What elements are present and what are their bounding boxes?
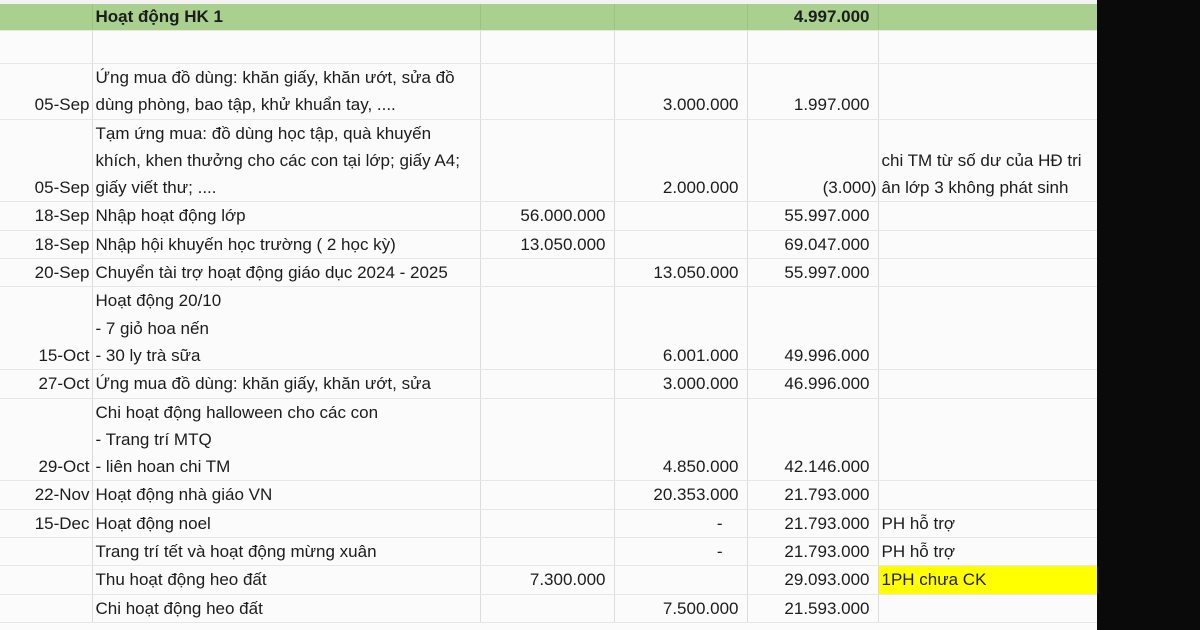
income-cell[interactable]	[480, 481, 614, 509]
expense-cell[interactable]: 20.353.000	[614, 481, 747, 509]
note-cell[interactable]: 1PH chưa CK	[878, 566, 1097, 594]
date-cell[interactable]	[0, 594, 92, 622]
table-row	[0, 119, 1097, 202]
income-cell[interactable]	[480, 538, 614, 566]
description-cell[interactable]: Thu hoạt động heo đất	[92, 566, 480, 594]
date-cell[interactable]: 18-Sep	[0, 230, 92, 258]
income-cell[interactable]	[480, 259, 614, 287]
description-cell[interactable]: Chi hoạt động halloween cho các con - Trang trí MTQ - liên hoan chi TM	[92, 398, 480, 481]
table-row	[0, 230, 1097, 258]
date-cell[interactable]: 22-Nov	[0, 481, 92, 509]
expense-cell[interactable]: -	[614, 509, 747, 537]
section-header-row	[0, 4, 1097, 31]
balance-cell[interactable]: 21.593.000	[747, 594, 878, 622]
description-cell[interactable]: Chuyển tài trợ hoạt động giáo dục 2024 - 2025	[92, 259, 480, 287]
header-date-cell[interactable]	[0, 4, 92, 31]
dark-side-panel	[1097, 0, 1200, 630]
expense-cell[interactable]	[614, 230, 747, 258]
blank-cell[interactable]	[614, 31, 747, 64]
table-row	[0, 509, 1097, 537]
description-cell[interactable]: Nhập hội khuyến học trường ( 2 học kỳ)	[92, 230, 480, 258]
expense-cell[interactable]: 3.000.000	[614, 64, 747, 120]
header-expense-cell[interactable]	[614, 4, 747, 31]
income-cell[interactable]	[480, 370, 614, 398]
balance-cell[interactable]: 42.146.000	[747, 398, 878, 481]
expense-cell[interactable]: -	[614, 538, 747, 566]
income-cell[interactable]	[480, 287, 614, 370]
balance-cell[interactable]: 49.996.000	[747, 287, 878, 370]
blank-cell[interactable]	[747, 31, 878, 64]
blank-cell[interactable]	[0, 31, 92, 64]
header-income-cell[interactable]	[480, 4, 614, 31]
note-cell[interactable]: PH hỗ trợ	[878, 509, 1097, 537]
table-row	[0, 287, 1097, 370]
note-cell[interactable]	[878, 287, 1097, 370]
expense-cell[interactable]: 4.850.000	[614, 398, 747, 481]
note-cell[interactable]	[878, 594, 1097, 622]
expense-cell[interactable]: 6.001.000	[614, 287, 747, 370]
opening-balance[interactable]: 4.997.000	[747, 4, 878, 31]
note-cell[interactable]	[878, 481, 1097, 509]
balance-cell[interactable]: 1.997.000	[747, 64, 878, 120]
table-row	[0, 538, 1097, 566]
section-title[interactable]: Hoạt động HK 1	[92, 4, 480, 31]
income-cell[interactable]: 13.050.000	[480, 230, 614, 258]
table-row	[0, 259, 1097, 287]
description-cell[interactable]: Ứng mua đồ dùng: khăn giấy, khăn ướt, sửa	[92, 370, 480, 398]
description-cell[interactable]: Ứng mua đồ dùng: khăn giấy, khăn ướt, sửa đồ dùng phòng, bao tập, khử khuẩn tay, ....	[92, 64, 480, 120]
note-cell[interactable]	[878, 398, 1097, 481]
description-cell[interactable]: Nhập hoạt động lớp	[92, 202, 480, 230]
header-note-cell[interactable]	[878, 4, 1097, 31]
table-row	[0, 398, 1097, 481]
blank-row	[0, 31, 1097, 64]
description-cell[interactable]: Chi hoạt động heo đất	[92, 594, 480, 622]
income-cell[interactable]	[480, 398, 614, 481]
ledger-table	[0, 4, 1098, 623]
balance-cell[interactable]: 21.793.000	[747, 509, 878, 537]
blank-cell[interactable]	[878, 31, 1097, 64]
note-cell[interactable]	[878, 64, 1097, 120]
date-cell[interactable]: 29-Oct	[0, 398, 92, 481]
balance-cell[interactable]: 21.793.000	[747, 538, 878, 566]
description-cell[interactable]: Hoạt động nhà giáo VN	[92, 481, 480, 509]
note-cell[interactable]: chi TM từ số dư của HĐ tri ân lớp 3 không phát sinh	[878, 119, 1097, 202]
description-cell[interactable]: Hoạt động 20/10 - 7 giỏ hoa nến - 30 ly trà sữa	[92, 287, 480, 370]
date-cell[interactable]: 05-Sep	[0, 64, 92, 120]
table-row	[0, 566, 1097, 594]
balance-cell[interactable]: 55.997.000	[747, 259, 878, 287]
note-cell[interactable]: PH hỗ trợ	[878, 538, 1097, 566]
balance-cell[interactable]: 21.793.000	[747, 481, 878, 509]
income-cell[interactable]: 56.000.000	[480, 202, 614, 230]
balance-cell[interactable]: 29.093.000	[747, 566, 878, 594]
income-cell[interactable]	[480, 509, 614, 537]
income-cell[interactable]	[480, 594, 614, 622]
blank-cell[interactable]	[480, 31, 614, 64]
expense-cell[interactable]: 2.000.000	[614, 119, 747, 202]
table-row	[0, 594, 1097, 622]
date-cell[interactable]: 27-Oct	[0, 370, 92, 398]
balance-cell[interactable]: (3.000)	[747, 119, 878, 202]
note-cell[interactable]	[878, 202, 1097, 230]
date-cell[interactable]: 20-Sep	[0, 259, 92, 287]
table-row	[0, 481, 1097, 509]
description-cell[interactable]: Trang trí tết và hoạt động mừng xuân	[92, 538, 480, 566]
income-cell[interactable]	[480, 119, 614, 202]
income-cell[interactable]	[480, 64, 614, 120]
date-cell[interactable]: 05-Sep	[0, 119, 92, 202]
date-cell[interactable]: 18-Sep	[0, 202, 92, 230]
balance-cell[interactable]: 55.997.000	[747, 202, 878, 230]
note-cell[interactable]	[878, 370, 1097, 398]
expense-cell[interactable]: 7.500.000	[614, 594, 747, 622]
expense-cell[interactable]: 3.000.000	[614, 370, 747, 398]
description-cell[interactable]: Hoạt động noel	[92, 509, 480, 537]
table-row	[0, 202, 1097, 230]
note-cell[interactable]	[878, 230, 1097, 258]
expense-cell[interactable]	[614, 566, 747, 594]
blank-cell[interactable]	[92, 31, 480, 64]
balance-cell[interactable]: 46.996.000	[747, 370, 878, 398]
note-cell[interactable]	[878, 259, 1097, 287]
table-row	[0, 370, 1097, 398]
balance-cell[interactable]: 69.047.000	[747, 230, 878, 258]
description-cell[interactable]: Tạm ứng mua: đồ dùng học tập, quà khuyến khích, khen thưởng cho các con tại lớp; giấy A4; giấy viết thư; ....	[92, 119, 480, 202]
expense-cell[interactable]	[614, 202, 747, 230]
date-cell[interactable]: 15-Dec	[0, 509, 92, 537]
table-row	[0, 64, 1097, 120]
date-cell[interactable]	[0, 566, 92, 594]
income-cell[interactable]: 7.300.000	[480, 566, 614, 594]
date-cell[interactable]	[0, 538, 92, 566]
date-cell[interactable]: 15-Oct	[0, 287, 92, 370]
expense-cell[interactable]: 13.050.000	[614, 259, 747, 287]
